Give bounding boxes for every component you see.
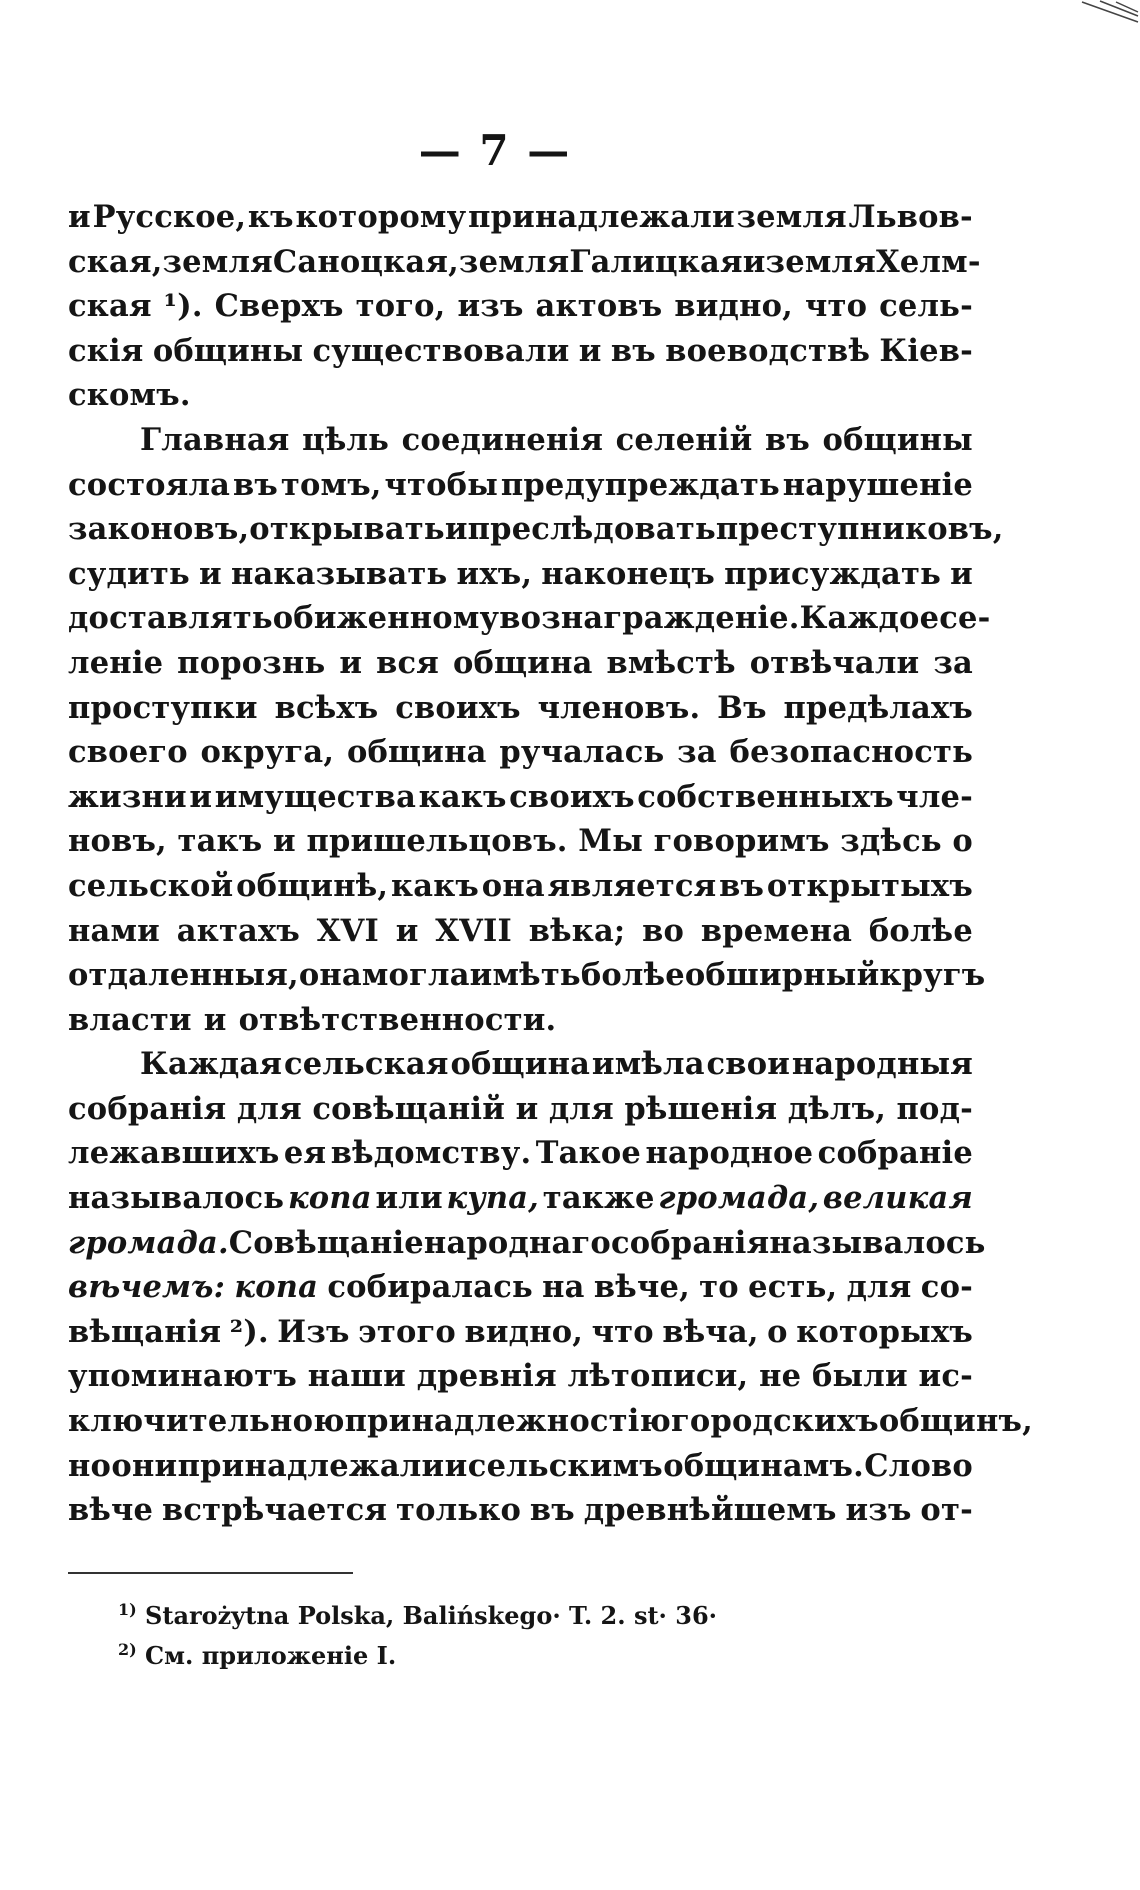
text-line: леніе порознь и вся община вмѣстѣ отвѣчали за <box>68 644 973 681</box>
text-line: состояла въ томъ, чтобы предупреждать нарушеніе <box>68 466 973 503</box>
text-line: сельской общинѣ, какъ она является въ открытыхъ <box>68 867 973 904</box>
text-line: ская ¹). Сверхъ того, изъ актовъ видно, что сель- <box>68 288 973 325</box>
text-line: громада. Совѣщаніе народнаго собранія называлось <box>68 1224 986 1261</box>
text-line: новъ, такъ и пришельцовъ. Мы говоримъ здѣсь о <box>68 823 973 860</box>
body-text <box>68 195 1033 1533</box>
text-line: скомъ. <box>68 377 191 414</box>
text-line: вѣчемъ: копа собиралась на вѣче, то есть, для со- <box>68 1269 973 1306</box>
text-line: своего округа, община ручалась за безопасность <box>68 734 973 771</box>
corner-scan-mark <box>1070 0 1140 30</box>
text-line: но они принадлежали и сельскимъ общинамъ. Слово <box>68 1447 973 1484</box>
text-line: собранія для совѣщаній и для рѣшенія дѣлъ, под- <box>68 1090 973 1127</box>
footnote-text: См. приложеніе I. <box>136 1641 397 1670</box>
text-line: ключительною принадлежностію городскихъ общинъ, <box>68 1403 1033 1440</box>
page-number: — 7 — <box>418 126 572 175</box>
text-line: власти и отвѣтственности. <box>68 1001 557 1038</box>
text-line: нами актахъ XVI и XVII вѣка; во времена болѣе <box>68 912 973 949</box>
footnote-mark: 1) <box>118 1600 137 1619</box>
text-line: отдаленныя, она могла имѣть болѣе обширный кругъ <box>68 957 986 994</box>
footnote-separator <box>68 1572 353 1574</box>
footnotes <box>118 1590 818 1670</box>
footnote <box>118 1630 818 1670</box>
footnote-mark: 2) <box>118 1640 137 1659</box>
text-line: скія общины существовали и въ воеводствѣ Кіев- <box>68 332 973 369</box>
text-line: Главная цѣль соединенія селеній въ общины <box>140 421 973 458</box>
text-line: называлось копа или купа, также громада, великая <box>68 1180 973 1217</box>
text-line: доставлять обиженному вознагражденіе. Каждое се- <box>68 600 991 637</box>
text-line: и Русское, къ которому принадлежали земля Львов- <box>68 199 973 235</box>
text-line: Каждая сельская община имѣла свои народныя <box>140 1046 973 1083</box>
footnote-text: Starożytna Polska, Balińskego· T. 2. st· 36· <box>136 1601 718 1630</box>
text-line: судить и наказывать ихъ, наконецъ присуждать и <box>68 555 973 592</box>
text-line: вѣщанія ²). Изъ этого видно, что вѣча, о которыхъ <box>68 1313 973 1350</box>
text-line: ская, земля Саноцкая, земля Галицкая и земля Хелм- <box>68 243 981 280</box>
text-line: проступки всѣхъ своихъ членовъ. Въ предѣлахъ <box>68 689 973 726</box>
text-line: упоминаютъ наши древнія лѣтописи, не были ис- <box>68 1358 973 1395</box>
text-line: законовъ, открывать и преслѣдовать преступниковъ, <box>68 511 1004 548</box>
text-line: жизни и имущества какъ своихъ собственныхъ чле- <box>68 778 973 815</box>
text-line: лежавшихъ ея вѣдомству. Такое народное собраніе <box>68 1135 973 1172</box>
text-line: вѣче встрѣчается только въ древнѣйшемъ изъ от- <box>68 1492 973 1529</box>
footnote <box>118 1590 818 1630</box>
